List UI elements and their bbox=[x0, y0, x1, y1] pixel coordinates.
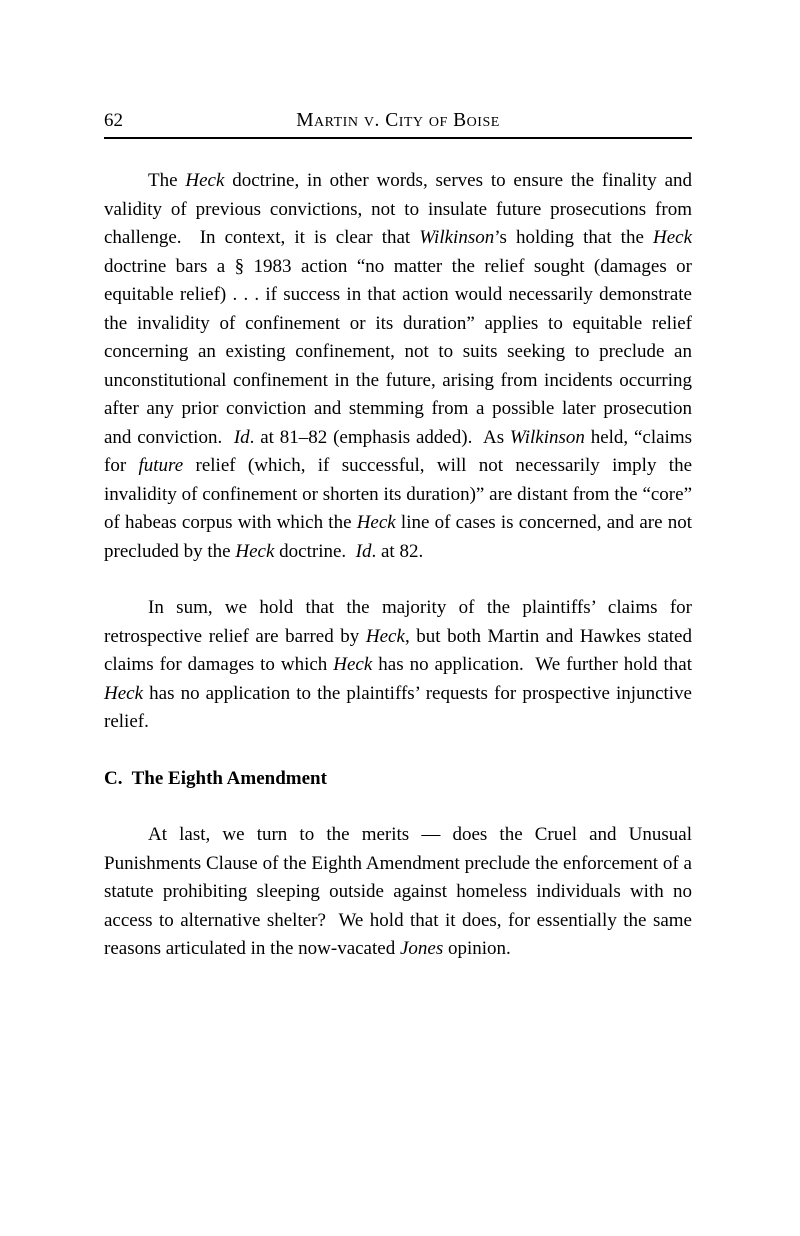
paragraph-in-sum: In sum, we hold that the majority of the plaintiffs’ claims for retrospective relief are barred by Heck, but both Martin and Hawkes stated claims for damages to which Heck has no application. We further hold that Heck has no application to the plaintiffs’ requests for prospective injunctive relief. bbox=[104, 597, 697, 732]
page-number: 62 bbox=[104, 110, 123, 131]
case-title: Martin v. City of Boise bbox=[296, 110, 500, 131]
text-column bbox=[104, 0, 697, 964]
section-heading-eighth-amendment: C. The Eighth Amendment bbox=[104, 767, 327, 789]
paragraph-at-last: At last, we turn to the merits — does the Cruel and Unusual Punishments Clause of the Eighth Amendment preclude the enforcement of a statute prohibiting sleeping outside against homeless individuals with no access to alternative shelter? We hold that it does, for essentially the same reasons articulated in the now-vacated Jones opinion. bbox=[104, 824, 697, 959]
running-header bbox=[104, 109, 692, 139]
paragraph-heck-doctrine: The Heck doctrine, in other words, serves to ensure the finality and validity of previous convictions, not to insulate future prosecutions from challenge. In context, it is clear that Wilkinson’s holding that the Heck doctrine bars a § 1983 action “no matter the relief sought (damages or equitable relief) . . . if success in that action would necessarily demonstrate the invalidity of confinement or its duration” applies to equitable relief concerning an existing confinement, not to suits seeking to preclude an unconstitutional confinement in the future, arising from incidents occurring after any prior conviction and stemming from a possible later prosecution and conviction. Id. at 81–82 (emphasis added). As Wilkinson held, “claims for future relief (which, if successful, will not necessarily imply the invalidity of confinement or shorten its duration)” are distant from the “core” of habeas corpus with which the Heck line of cases is concerned, and are not precluded by the Heck doctrine. Id. at 82. bbox=[104, 170, 697, 562]
